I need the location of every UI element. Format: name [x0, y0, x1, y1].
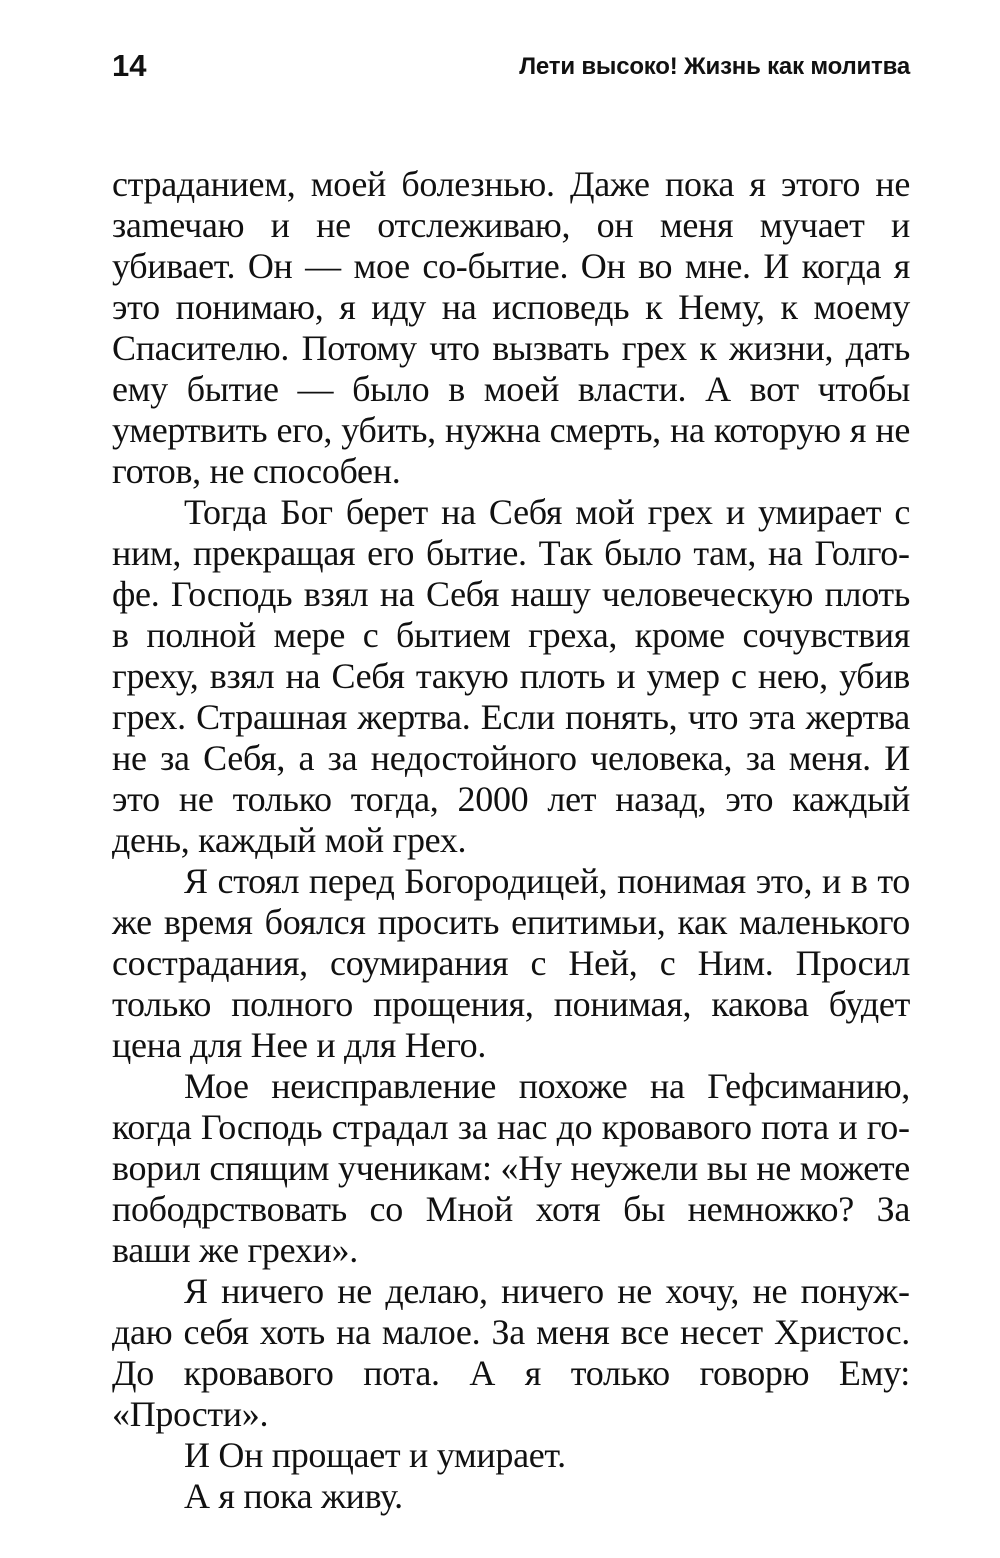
paragraph-7: А я пока живу. — [184, 1476, 403, 1516]
paragraph-5: Я ничего не делаю, ничего не хочу, не понуждаю себя хоть на малое. За меня все несет Христос. До кровавого пота. А я только говорю Ему: «Прости». — [112, 1271, 910, 1434]
page-number: 14 — [112, 48, 147, 83]
paragraph-6: И Он прощает и умирает. — [184, 1435, 566, 1475]
paragraph-3: Я стоял перед Богородицей, понимая это, и в то же время боялся просить епитимьи, как маленького сострадания, соумирания с Ней, с Ним. Просил только полного прощения, понимая, какова будет цена для Нее и для Него. — [112, 861, 910, 1065]
running-title: Лети высоко! Жизнь как молитва — [519, 53, 910, 80]
paragraph-2: Тогда Бог берет на Себя мой грех и умирает с ним, прекращая его бытие. Так было там, на Голгофе. Господь взял на Себя нашу человеческую плоть в полной мере с бытием греха, кроме сочувствия греху, взял на Себя такую плоть и умер с нею, убив грех. Страшная жертва. Если понять, что эта жертва не за Себя, а за недостойного человека, за меня. И это не только тогда, 2000 лет назад, это каждый день, каждый мой грех. — [112, 492, 910, 860]
body-text — [112, 164, 910, 1517]
running-head — [112, 46, 910, 86]
paragraph-4: Мое неисправление похоже на Гефсиманию, когда Господь страдал за нас до кровавого пота и говорил спящим ученикам: «Ну неужели вы не можете пободрствовать со Мной хотя бы немножко? За ваши же грехи». — [112, 1066, 910, 1270]
paragraph-1: страданием, моей болезнью. Даже пока я этого не заmечаю и не отслеживаю, он меня мучает и убивает. Он — мое со-бытие. Он во мне. И когда я это понимаю, я иду на исповедь к Нему, к моему Спасителю. Потому что вызвать грех к жизни, дать ему бытие — было в моей власти. А вот чтобы умертвить его, убить, нужна смерть, на которую я не готов, не способен. — [112, 164, 910, 491]
